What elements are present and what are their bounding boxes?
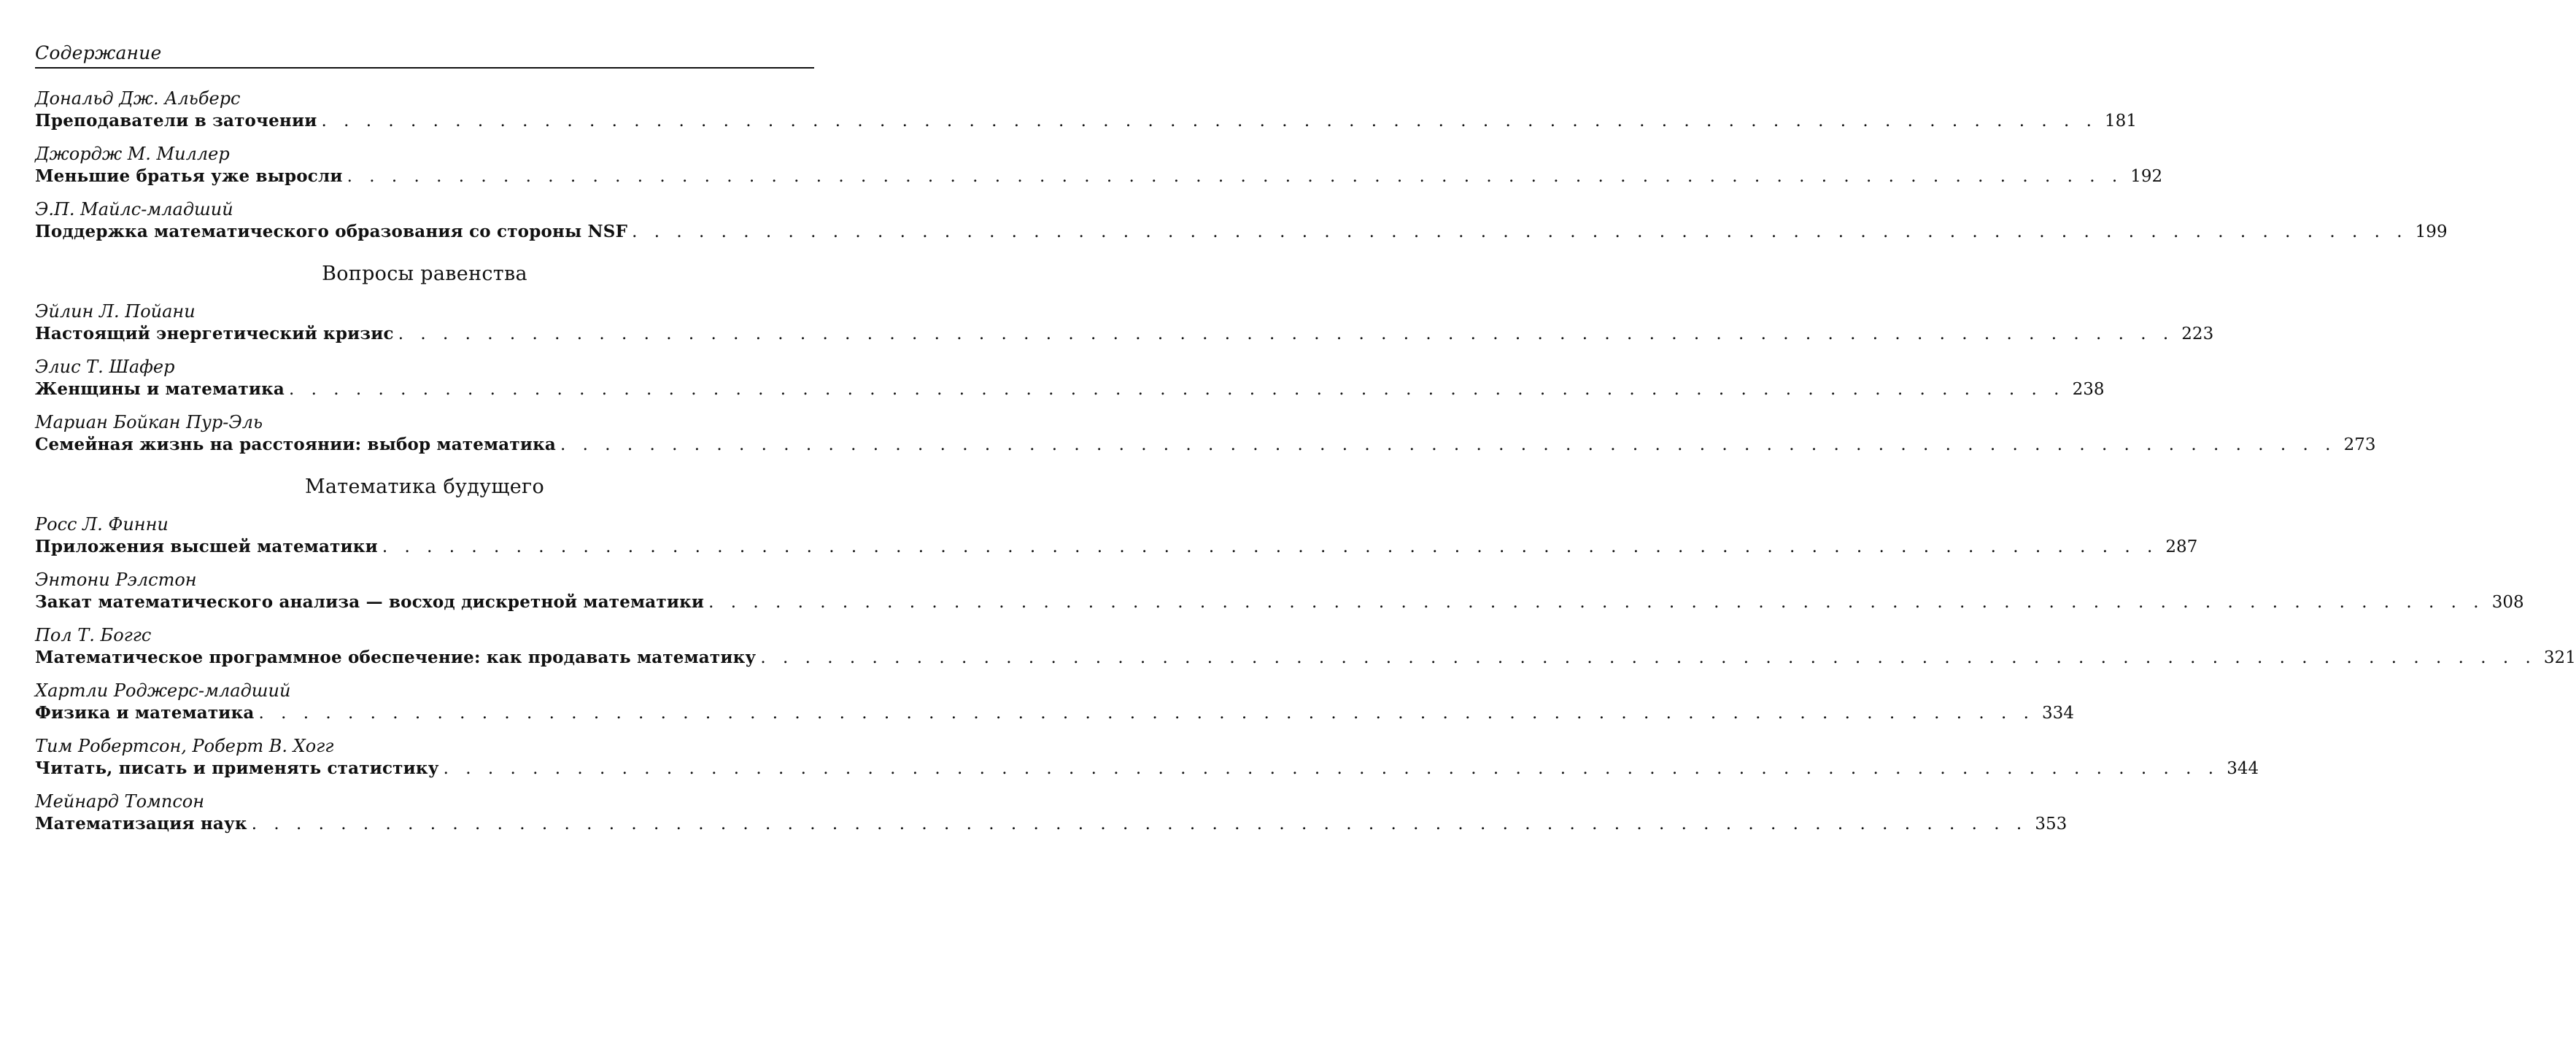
entry-page-number: 353 [2035,815,2068,834]
entry-title-line [35,109,2137,132]
running-head: Содержание [35,41,814,69]
dot-leader: . . . . . . . . . . . . . . . . . . . . . . . . . . . . . . . . . . . . . . . . . . . . . . . . . . . . . . . . . . . . . . . . . . . . . . . . . . . . . . . . [760,648,2537,667]
dot-leader: . . . . . . . . . . . . . . . . . . . . . . . . . . . . . . . . . . . . . . . . . . . . . . . . . . . . . . . . . . . . . . . . . . . . . . . . . . . . . . . . [632,222,2408,241]
entry-author: Тим Робертсон, Роберт В. Хогг [35,736,334,756]
entry-title: Настоящий энергетический кризис [35,324,394,343]
toc-entry[interactable] [35,735,2259,780]
entry-author: Пол Т. Боггс [35,625,152,645]
dot-leader: . . . . . . . . . . . . . . . . . . . . . . . . . . . . . . . . . . . . . . . . . . . . . . . . . . . . . . . . . . . . . . . . . . . . . . . . . . . . . . . . [289,380,2065,399]
section-heading-equality: Вопросы равенства [322,263,527,285]
entry-title: Семейная жизнь на расстоянии: выбор математика [35,435,557,454]
entry-author: Эйлин Л. Пойани [35,301,196,322]
entry-title: Женщины и математика [35,379,285,399]
entry-author: Росс Л. Финни [35,514,169,535]
entry-title-line [35,220,2448,243]
entry-page-number: 308 [2491,593,2524,612]
dot-leader: . . . . . . . . . . . . . . . . . . . . . . . . . . . . . . . . . . . . . . . . . . . . . . . . . . . . . . . . . . . . . . . . . . . . . . . . . . . . . . . . [321,112,2097,131]
entry-title: Приложения высшей математики [35,537,378,556]
table-of-contents [35,88,2576,835]
dot-leader: . . . . . . . . . . . . . . . . . . . . . . . . . . . . . . . . . . . . . . . . . . . . . . . . . . . . . . . . . . . . . . . . . . . . . . . . . . . . . . . . [443,759,2220,778]
entry-title: Математическое программное обеспечение: как продавать математику [35,648,757,667]
entry-title: Преподаватели в заточении [35,111,317,131]
entry-page-number: 199 [2415,222,2448,241]
entry-title: Поддержка математического образования со стороны NSF [35,222,628,241]
entry-page-number: 321 [2543,648,2576,667]
entry-author: Хартли Роджерс-младший [35,680,291,701]
toc-entry[interactable] [35,356,2105,400]
entry-author: Мейнард Томпсон [35,791,205,812]
entry-page-number: 223 [2181,325,2214,343]
entry-title-line [35,591,2524,613]
entry-title-line [35,812,2068,835]
entry-page-number: 192 [2130,167,2163,186]
entry-page-number: 238 [2072,380,2105,399]
toc-entry[interactable] [35,300,2214,345]
entry-page-number: 273 [2343,435,2376,454]
entry-title-line [35,322,2214,345]
dot-leader: . . . . . . . . . . . . . . . . . . . . . . . . . . . . . . . . . . . . . . . . . . . . . . . . . . . . . . . . . . . . . . . . . . . . . . . . . . . . . . . . [347,167,2124,186]
entry-title-line [35,646,2576,669]
entry-title-line [35,702,2074,724]
entry-title: Закат математического анализа — восход дискретной математики [35,592,705,612]
section-heading-future: Математика будущего [304,475,545,498]
entry-author: Дональд Дж. Альберс [35,88,241,109]
entry-author: Э.П. Майлс-младший [35,199,233,220]
toc-entry[interactable] [35,513,2198,558]
dot-leader: . . . . . . . . . . . . . . . . . . . . . . . . . . . . . . . . . . . . . . . . . . . . . . . . . . . . . . . . . . . . . . . . . . . . . . . . . . . . . . . . [560,435,2337,454]
entry-title: Математизация наук [35,814,247,834]
entry-title: Физика и математика [35,703,255,723]
toc-entry[interactable] [35,88,2137,132]
dot-leader: . . . . . . . . . . . . . . . . . . . . . . . . . . . . . . . . . . . . . . . . . . . . . . . . . . . . . . . . . . . . . . . . . . . . . . . . . . . . . . . . [708,593,2485,612]
entry-title-line [35,165,2163,187]
entry-title: Читать, писать и применять статистику [35,758,439,778]
entry-page-number: 287 [2165,537,2198,556]
entry-page-number: 181 [2105,112,2137,131]
toc-entry[interactable] [35,569,2524,613]
dot-leader: . . . . . . . . . . . . . . . . . . . . . . . . . . . . . . . . . . . . . . . . . . . . . . . . . . . . . . . . . . . . . . . . . . . . . . . . . . . . . . . . [398,325,2175,343]
entry-page-number: 334 [2042,704,2074,723]
entry-title-line [35,433,2376,456]
toc-page [35,41,2576,846]
entry-title-line [35,535,2198,558]
dot-leader: . . . . . . . . . . . . . . . . . . . . . . . . . . . . . . . . . . . . . . . . . . . . . . . . . . . . . . . . . . . . . . . . . . . . . . . . . . . . . . . . [251,815,2028,834]
entry-author: Мариан Бойкан Пур-Эль [35,412,263,432]
entry-author: Джордж М. Миллер [35,144,230,164]
toc-entry[interactable] [35,143,2163,187]
dot-leader: . . . . . . . . . . . . . . . . . . . . . . . . . . . . . . . . . . . . . . . . . . . . . . . . . . . . . . . . . . . . . . . . . . . . . . . . . . . . . . . . [382,537,2159,556]
dot-leader: . . . . . . . . . . . . . . . . . . . . . . . . . . . . . . . . . . . . . . . . . . . . . . . . . . . . . . . . . . . . . . . . . . . . . . . . . . . . . . . . [258,704,2035,723]
entry-author: Энтони Рэлстон [35,570,197,590]
toc-entry[interactable] [35,791,2068,835]
toc-entry[interactable] [35,680,2074,724]
toc-entry[interactable] [35,198,2448,243]
toc-entry[interactable] [35,411,2376,456]
entry-author: Элис Т. Шафер [35,357,175,377]
entry-page-number: 344 [2227,759,2259,778]
toc-entry[interactable] [35,624,2576,669]
entry-title-line [35,757,2259,780]
entry-title: Меньшие братья уже выросли [35,166,343,186]
entry-title-line [35,378,2105,400]
